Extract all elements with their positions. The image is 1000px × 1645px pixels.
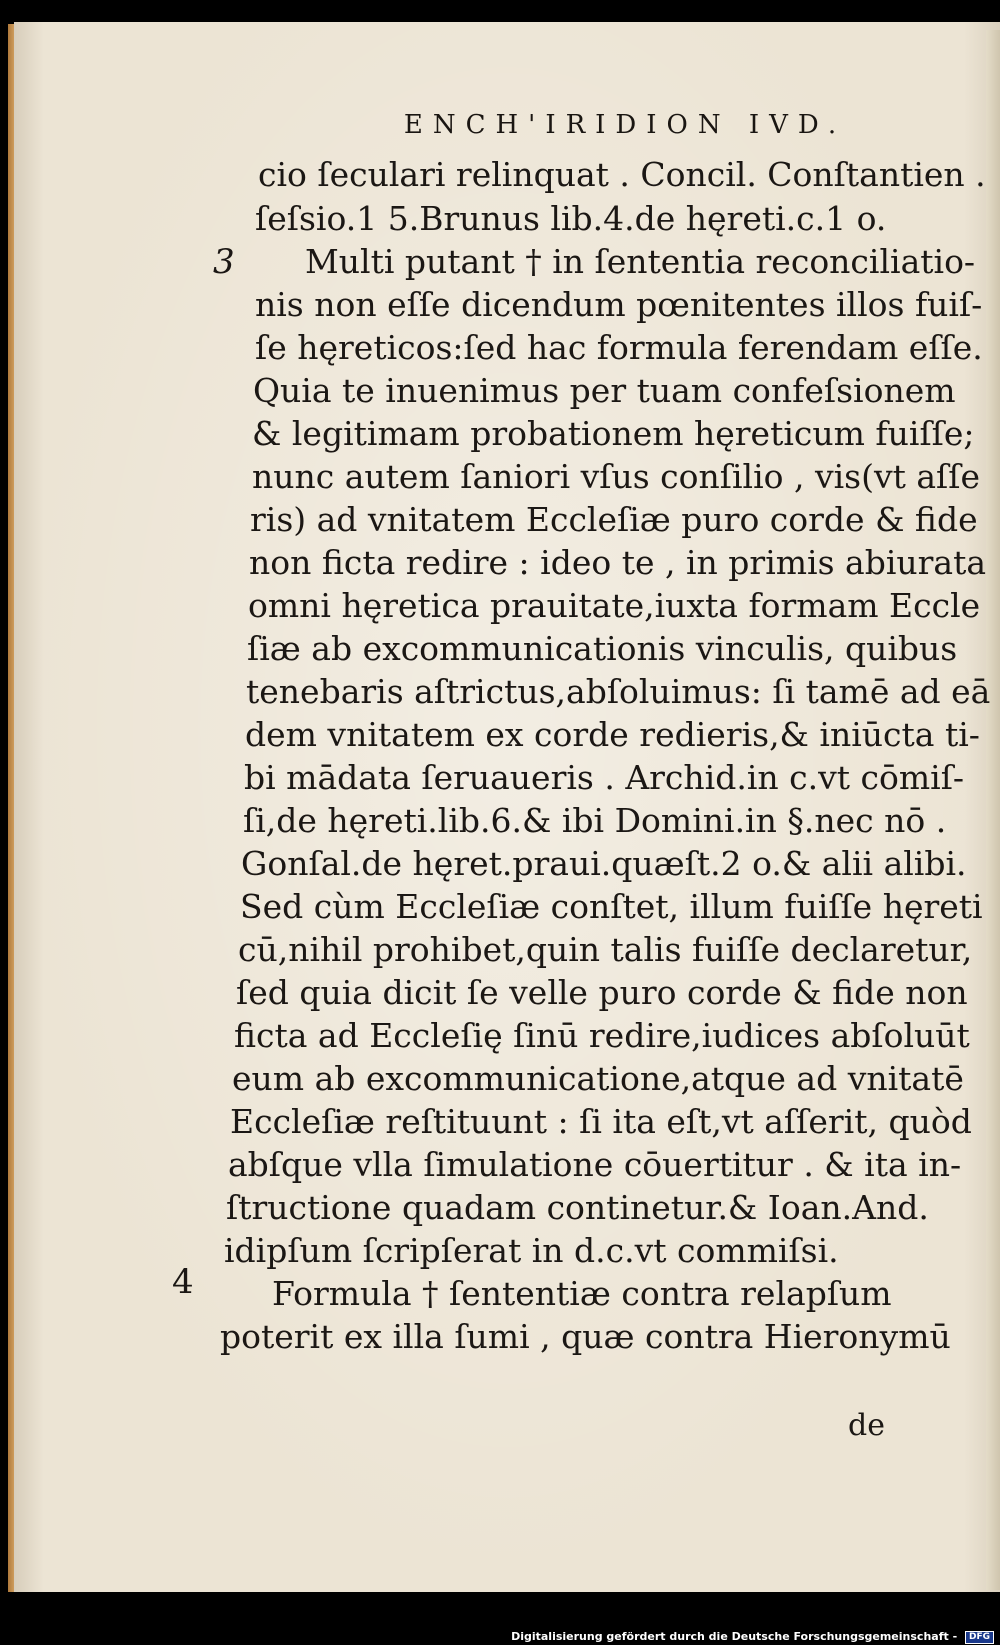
digitization-credit: [511, 1630, 994, 1644]
body-text: [0, 155, 1000, 1455]
text-line: abſque vlla ſimulatione cōuertitur . & ita in-: [228, 1145, 962, 1184]
text-line: cū,nihil prohibet,quin talis fuiſſe declaretur,: [238, 930, 973, 969]
text-line: idipſum ſcripſerat in d.c.vt commiſsi.: [224, 1231, 839, 1270]
text-line: ſeſsio.1 5.Brunus lib.4.de hęreti.c.1 o.: [255, 199, 887, 238]
text-line: nis non eſſe dicendum pœnitentes illos fuiſ-: [255, 285, 983, 324]
text-line: Gonſal.de hęret.praui.quæſt.2 o.& alii alibi.: [241, 844, 967, 883]
text-line: poterit ex illa ſumi , quæ contra Hieronymū: [220, 1317, 951, 1356]
text-line: ſiæ ab excommunicationis vinculis, quibus: [247, 629, 958, 668]
text-line: omni hęretica prauitate,iuxta formam Eccle: [248, 586, 981, 625]
text-line: ſe hęreticos:ſed hac formula ferendam eſſe.: [255, 328, 983, 367]
margin-number-3: 3: [213, 242, 235, 282]
text-line: Eccleſiæ reſtituunt : ſi ita eſt,vt aſſerit, quòd: [230, 1102, 972, 1141]
dfg-logo: DFG: [965, 1631, 994, 1644]
text-line: ſtructione quadam continetur.& Ioan.And.: [226, 1188, 929, 1227]
text-line: & legitimam probationem hęreticum fuiſſe;: [252, 414, 975, 453]
text-line: ſed quia dicit ſe velle puro corde & fide non: [236, 973, 968, 1012]
text-line: tenebaris aſtrictus,abſoluimus: ſi tamē ad eā: [246, 672, 991, 711]
text-line: non ficta redire : ideo te , in primis abiurata: [249, 543, 987, 582]
margin-number-4: 4: [172, 1262, 194, 1302]
text-line: Sed cùm Eccleſiæ conſtet, illum fuiſſe hęreti: [240, 887, 983, 926]
catchword: de: [848, 1408, 885, 1443]
text-line: eum ab excommunicatione,atque ad vnitatē: [232, 1059, 964, 1098]
text-line: cio ſeculari relinquat . Concil. Conſtantien .: [258, 155, 986, 194]
text-line: ris) ad vnitatem Eccleſiæ puro corde & fide: [250, 500, 978, 539]
text-line: Quia te inuenimus per tuam confeſsionem: [253, 371, 956, 410]
credit-text: Digitalisierung gefördert durch die Deutsche Forschungsgemeinschaft -: [511, 1630, 958, 1643]
text-line: ſi,de hęreti.lib.6.& ibi Domini.in §.nec nō .: [243, 801, 947, 840]
text-line: dem vnitatem ex corde redieris,& iniūcta ti-: [245, 715, 980, 754]
text-line: Formula † ſententiæ contra relapſum: [272, 1274, 892, 1313]
text-line: ficta ad Eccleſię ſinū redire,iudices abſoluūt: [234, 1016, 970, 1055]
text-line: Multi putant † in ſententia reconciliatio-: [305, 242, 976, 281]
text-line: nunc autem ſaniori vſus conſilio , vis(vt aſſe: [252, 457, 980, 496]
running-head: ENCH'IRIDION IVD.: [403, 110, 847, 140]
text-line: bi mādata ſeruaueris . Archid.in c.vt cōmiſ-: [244, 758, 965, 797]
